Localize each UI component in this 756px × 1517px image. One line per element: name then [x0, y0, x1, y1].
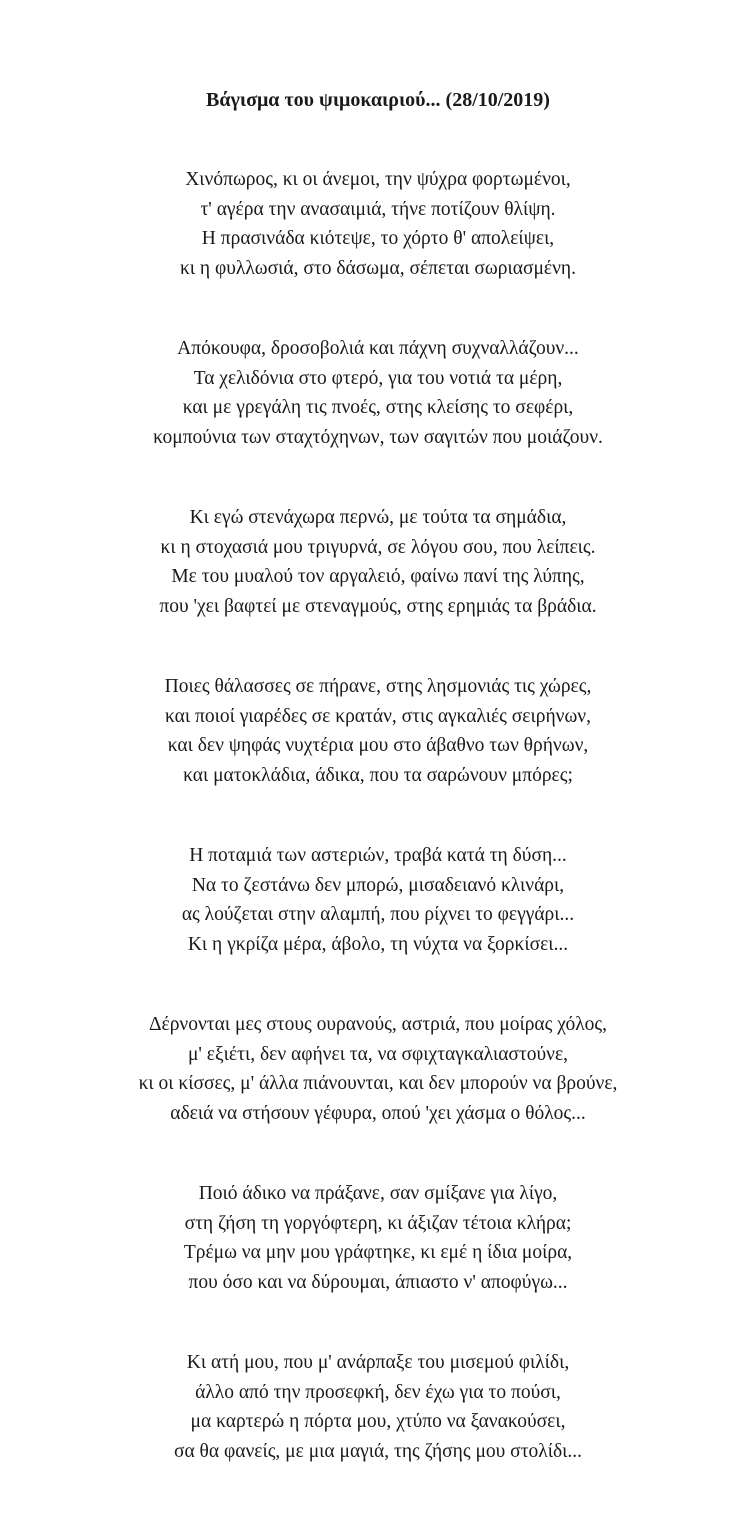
verse-line: μ' εξιέτι, δεν αφήνει τα, να σφιχταγκαλιαστούνε,	[187, 1043, 569, 1065]
verse-line: κι η στοχασιά μου τριγυρνά, σε λόγου σου, που λείπεις.	[160, 536, 596, 558]
verse-line: Με του μυαλού τον αργαλειό, φαίνω πανί της λύπης,	[171, 566, 585, 587]
verse-line: κομπούνια των σταχτόχηνων, των σαγιτών που μοιάζουν.	[153, 426, 603, 448]
verse-line: άλλο από την προσεφκή, δεν έχω για το πούσι,	[195, 1381, 561, 1403]
stanza-4	[0, 672, 756, 790]
verse-line: Ποιό άδικο να πράξανε, σαν σμίξανε για λίγο,	[198, 1183, 558, 1204]
verse-line: Η ποταμιά των αστεριών, τραβά κατά τη δύση...	[189, 845, 567, 866]
verse-line: και με γρεγάλη τις πνοές, στης κλείσης το σεφέρι,	[182, 397, 574, 418]
verse-line: Κι η γκρίζα μέρα, άβολο, τη νύχτα να ξορκίσει...	[187, 933, 569, 955]
stanza-3	[0, 503, 756, 621]
poem-body	[0, 165, 756, 1517]
verse-line: και δεν ψηφάς νυχτέρια μου στο άβαθνο των θρήνων,	[167, 735, 589, 756]
verse-line: Κι εγώ στενάχωρα περνώ, με τούτα τα σημάδια,	[189, 507, 567, 528]
verse-line: και ποιοί γιαρέδες σε κρατάν, στις αγκαλιές σειρήνων,	[164, 705, 591, 727]
stanza-5	[0, 841, 756, 959]
verse-line: Τρέμω να μην μου γράφτηκε, κι εμέ η ίδια μοίρα,	[183, 1242, 573, 1263]
verse-line: σα θα φανείς, με μια μαγιά, της ζήσης μου στολίδι...	[173, 1440, 583, 1462]
verse-line: στη ζήση τη γοργόφτερη, κι άξιζαν τέτοια κλήρα;	[184, 1212, 572, 1234]
verse-line: Η πρασινάδα κιότεψε, το χόρτο θ' απολείψει,	[201, 228, 555, 249]
verse-line: Χινόπωρος, κι οι άνεμοι, την ψύχρα φορτωμένοι,	[185, 169, 571, 190]
stanza-8	[0, 1348, 756, 1466]
verse-line: αδειά να στήσουν γέφυρα, οπού 'χει χάσμα ο θόλος...	[170, 1102, 586, 1124]
verse-line: που 'χει βαφτεί με στεναγμούς, στης ερημιάς τα βράδια.	[159, 595, 597, 617]
stanza-2	[0, 334, 756, 452]
verse-line: μα καρτερώ η πόρτα μου, χτύπο να ξανακούσει,	[190, 1411, 566, 1432]
verse-line: και ματοκλάδια, άδικα, που τα σαρώνουν μπόρες;	[183, 764, 573, 786]
verse-line: Κι ατή μου, που μ' ανάρπαξε του μισεμού φιλίδι,	[186, 1352, 570, 1373]
verse-line: κι οι κίσσες, μ' άλλα πιάνουνται, και δεν μπορούν να βρούνε,	[138, 1073, 618, 1094]
verse-line: ας λούζεται στην αλαμπή, που ρίχνει το φεγγάρι...	[181, 904, 575, 925]
stanza-1	[0, 165, 756, 283]
verse-line: Τα χελιδόνια στο φτερό, για του νοτιά τα μέρη,	[193, 367, 563, 389]
stanza-7	[0, 1179, 756, 1297]
verse-line: Δέρνονται μες στους ουρανούς, αστριά, που μοίρας χόλος,	[148, 1014, 608, 1035]
verse-line: Ποιες θάλασσες σε πήρανε, στης λησμονιάς τις χώρες,	[164, 676, 592, 697]
verse-line: Να το ζεστάνω δεν μπορώ, μισαδειανό κλινάρι,	[191, 874, 565, 896]
verse-line: Απόκουφα, δροσοβολιά και πάχνη συχναλλάζουν...	[177, 338, 579, 359]
verse-line: που όσο και να δύρουμαι, άπιαστο ν' αποφύγω...	[188, 1271, 568, 1293]
stanza-6	[0, 1010, 756, 1128]
poem-title: Βάγισμα του ψιμοκαιριού... (28/10/2019)	[206, 89, 550, 111]
verse-line: κι η φυλλωσιά, στο δάσωμα, σέπεται σωριασμένη.	[179, 257, 577, 279]
verse-line: τ' αγέρα την ανασαιμιά, τήνε ποτίζουν θλίψη.	[200, 198, 556, 220]
